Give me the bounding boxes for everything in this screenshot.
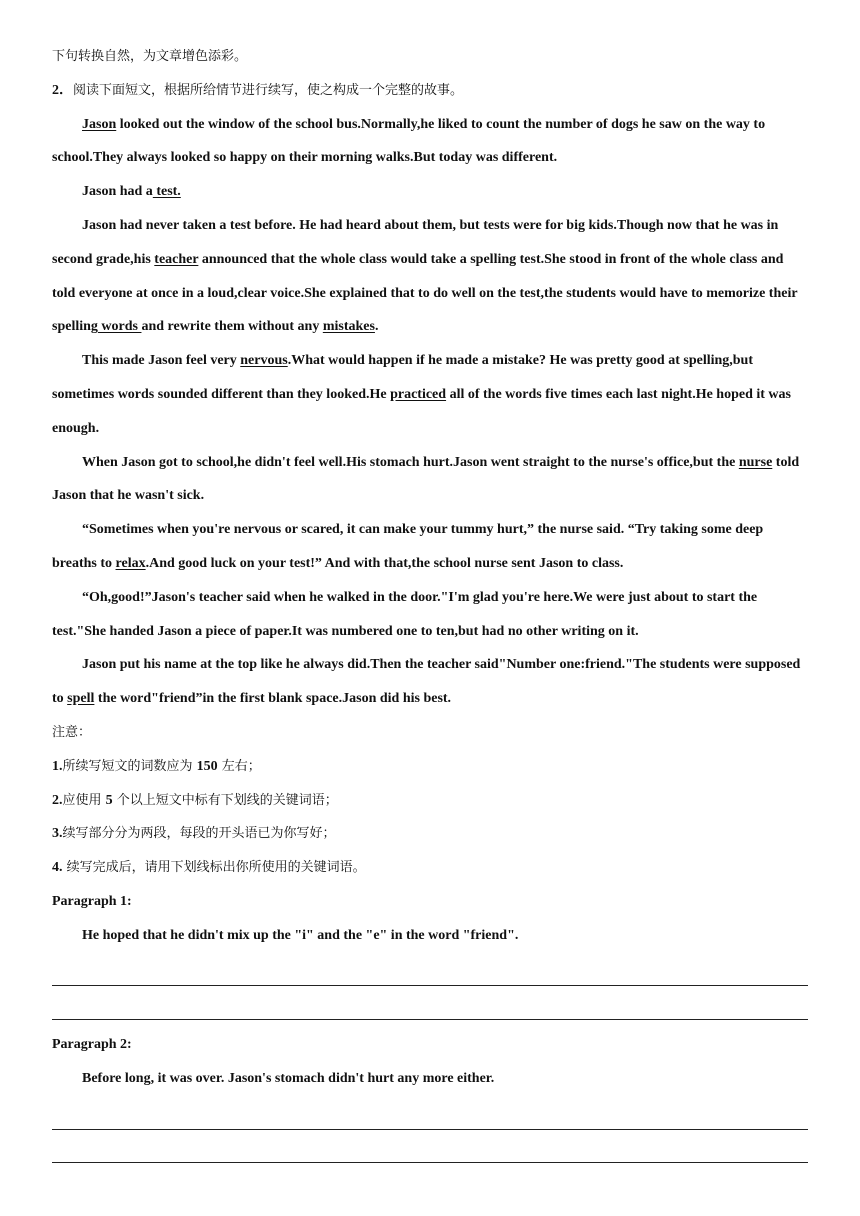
story-paragraph-8	[52, 648, 808, 716]
story-paragraph-4	[52, 344, 808, 445]
keyword-relax: relax	[115, 555, 146, 571]
keyword-teacher: teacher	[154, 251, 199, 267]
notes-heading: 注意：	[52, 724, 92, 740]
note-number: 3.	[52, 826, 63, 842]
paragraph-2-label: Paragraph 2:	[52, 1037, 132, 1053]
document-page	[52, 49, 808, 1163]
story-paragraph-1	[52, 108, 808, 176]
story-text: When Jason got to school,he didn't feel well.His stomach hurt.Jason went straight to the nurse's office,but the	[82, 454, 739, 470]
story-text: and rewrite them without any	[141, 319, 323, 335]
note-2	[52, 784, 808, 818]
keyword-words: words	[97, 319, 142, 335]
story-text: Jason had a	[82, 184, 153, 200]
story-text: Jason put his name at the top like he always did.Then the teacher said"Number one:friend."The students were supposed to	[52, 657, 801, 707]
paragraph-1-opening: He hoped that he didn't mix up the "i" and the "e" in the word "friend".	[82, 927, 519, 943]
story-text: all of the words five times each last night.He hoped it was enough.	[52, 386, 791, 436]
story-paragraph-3	[52, 209, 808, 344]
intro-line: 下句转换自然，为文章增色添彩。	[52, 49, 248, 64]
note-value: 5	[105, 792, 113, 808]
story-text: Jason had never taken a test before. He had heard about them, but tests were for big kids.Though now that he was in second grade,his	[52, 217, 779, 267]
keyword-jason: Jason	[82, 116, 117, 132]
story-paragraph-6	[52, 513, 808, 581]
task-instruction-text: 阅读下面短文，根据所给情节进行续写，使之构成一个完整的故事。	[73, 82, 464, 98]
note-1	[52, 750, 808, 784]
story-paragraph-2	[52, 175, 808, 209]
note-text: 应使用	[62, 792, 106, 808]
story-text: .And good luck on your test!” And with that,the school nurse sent Jason to class.	[145, 555, 624, 571]
keyword-nervous: nervous	[240, 353, 288, 369]
note-number: 2.	[52, 792, 63, 808]
keyword-practiced: practiced	[390, 386, 447, 402]
story-text: This made Jason feel very	[82, 353, 241, 369]
note-number: 1.	[52, 758, 63, 774]
story-text: announced that the whole class would take a spelling test.She stood in front of the whole class and told everyone at once in a loud,clear voice.She explained that to do well on the test,the students would have to memorize their spelling	[52, 251, 798, 335]
note-value: 150	[196, 758, 218, 774]
story-text: .What would happen if he made a mistake? He was pretty good at spelling,but sometimes words sounded different than they looked.He	[52, 353, 754, 402]
answer-line[interactable]	[52, 953, 808, 987]
task-instruction	[52, 74, 808, 108]
note-text: 所续写短文的词数应为	[62, 758, 197, 774]
answer-line[interactable]	[52, 1096, 808, 1130]
story-text: the word"friend”in the first blank space.Jason did his best.	[94, 691, 452, 707]
answer-line[interactable]	[52, 1130, 808, 1164]
keyword-nurse: nurse	[738, 454, 773, 470]
keyword-spell: spell	[67, 691, 95, 707]
keyword-mistakes: mistakes	[322, 319, 375, 335]
note-text: 个以上短文中标有下划线的关键词语；	[112, 792, 338, 808]
story-paragraph-7	[52, 581, 808, 649]
story-text: “Sometimes when you're nervous or scared, it can make your tummy hurt,” the nurse said. “Try taking some deep breaths to	[52, 522, 764, 571]
keyword-test: test.	[152, 184, 181, 200]
answer-line[interactable]	[52, 986, 808, 1020]
story-text: looked out the window of the school bus.Normally,he liked to count the number of dogs he saw on the way to school.They always looked so happy on their morning walks.But today was different.	[52, 116, 766, 166]
story-text: “Oh,good!”Jason's teacher said when he walked in the door."I'm glad you're here.We were just about to start the test."She handed Jason a piece of paper.It was numbered one to ten,but had no other writing on it.	[52, 589, 758, 639]
story-text: .	[374, 319, 379, 335]
note-number: 4.	[52, 860, 63, 876]
note-3	[52, 817, 808, 851]
note-text: 续写部分分为两段，每段的开头语已为你写好；	[62, 826, 336, 842]
note-text: 左右；	[217, 758, 261, 774]
story-paragraph-5	[52, 446, 808, 514]
story-text: told Jason that he wasn't sick.	[52, 454, 800, 504]
paragraph-1-label: Paragraph 1:	[52, 893, 132, 909]
paragraph-2-opening: Before long, it was over. Jason's stomach didn't hurt any more either.	[82, 1070, 495, 1086]
note-4	[52, 851, 808, 885]
task-number: 2．	[52, 82, 73, 98]
note-text: 续写完成后，请用下划线标出你所使用的关键词语。	[62, 860, 366, 876]
